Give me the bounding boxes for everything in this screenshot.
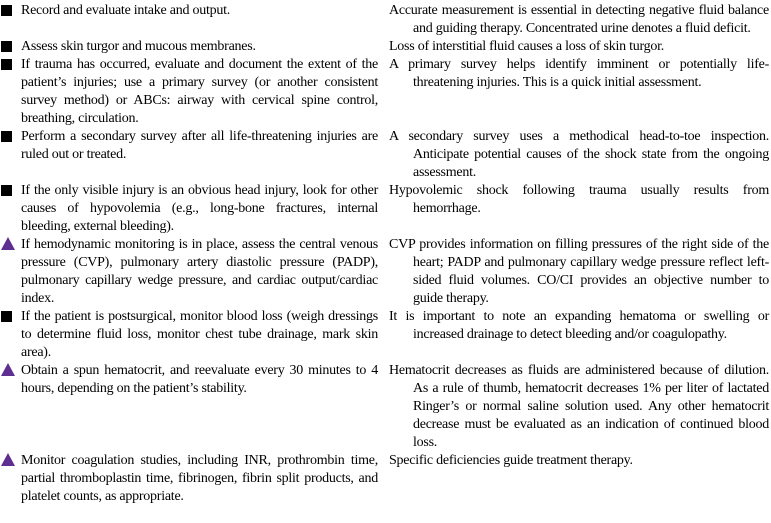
- rationale-text: Accurate measurement is essential in detecting negative fluid balance and guiding therapy. Concentrated urine denotes a fluid deficit.: [389, 3, 769, 36]
- rationale-cell: [378, 2, 771, 38]
- intervention-text: If trauma has occurred, evaluate and document the extent of the patient’s injuries; use a primary survey (or another consistent survey method) or ABCs: airway with cervical spine control, breathing, circulation.: [21, 57, 378, 126]
- table-row: [1, 2, 771, 38]
- table-row: [1, 308, 771, 362]
- intervention-cell: [1, 182, 378, 236]
- rationale-cell: [378, 362, 771, 452]
- intervention-text: Monitor coagulation studies, including INR, prothrombin time, partial thromboplastin time, fibrinogen, fibrin split products, and platelet counts, as appropriate.: [21, 453, 378, 504]
- rationale-text: CVP provides information on filling pressures of the right side of the heart; PADP and pulmonary capillary wedge pressure reflect left-sided fluid volumes. CO/CI provides an objective number to guide therapy.: [389, 237, 769, 306]
- intervention-text: Assess skin turgor and mucous membranes.: [21, 39, 256, 54]
- rationale-text: Loss of interstitial fluid causes a loss of skin turgor.: [389, 39, 665, 54]
- table-row: [1, 452, 771, 506]
- triangle-bullet-icon: [1, 236, 16, 250]
- table-row: [1, 56, 771, 128]
- table-row: [1, 182, 771, 236]
- intervention-cell: [1, 236, 378, 308]
- square-bullet-icon: [1, 56, 16, 70]
- rationale-text: Specific deficiencies guide treatment therapy.: [389, 453, 633, 468]
- rationale-text: Hypovolemic shock following trauma usually results from hemorrhage.: [389, 183, 769, 216]
- rationale-cell: [378, 56, 771, 92]
- intervention-text: Record and evaluate intake and output.: [21, 3, 230, 18]
- intervention-cell: [1, 2, 378, 20]
- triangle-bullet-icon: [1, 452, 16, 466]
- rationale-text: A primary survey helps identify imminent or potentially life-threatening injuries. This is a quick initial assessment.: [389, 57, 769, 90]
- intervention-text: Obtain a spun hematocrit, and reevaluate every 30 minutes to 4 hours, depending on the patient’s stability.: [21, 363, 378, 396]
- square-bullet-icon: [1, 182, 16, 196]
- rationale-cell: [378, 308, 771, 344]
- intervention-text: If hemodynamic monitoring is in place, assess the central venous pressure (CVP), pulmonary artery diastolic pressure (PADP), pulmonary capillary wedge pressure, and cardiac output/cardiac index.: [21, 237, 378, 306]
- intervention-cell: [1, 38, 378, 56]
- rationale-cell: [378, 236, 771, 308]
- intervention-text: If the patient is postsurgical, monitor blood loss (weigh dressings to determine fluid loss, monitor chest tube drainage, mark skin area).: [21, 309, 378, 360]
- square-bullet-icon: [1, 38, 16, 52]
- intervention-text: If the only visible injury is an obvious head injury, look for other causes of hypovolemia (e.g., long-bone fractures, internal bleeding, external bleeding).: [21, 183, 378, 234]
- triangle-bullet-icon: [1, 362, 16, 376]
- rationale-text: It is important to note an expanding hematoma or swelling or increased drainage to detect bleeding and/or coagulopathy.: [389, 309, 769, 342]
- intervention-cell: [1, 308, 378, 362]
- rationale-cell: [378, 128, 771, 182]
- intervention-cell: [1, 128, 378, 164]
- intervention-text: Perform a secondary survey after all life-threatening injuries are ruled out or treated.: [21, 129, 378, 162]
- table-row: [1, 38, 771, 56]
- intervention-cell: [1, 452, 378, 506]
- rationale-text: A secondary survey uses a methodical head-to-toe inspection. Anticipate potential causes of the shock state from the ongoing assessment.: [389, 129, 769, 180]
- square-bullet-icon: [1, 128, 16, 142]
- table-row: [1, 236, 771, 308]
- rationale-cell: [378, 182, 771, 218]
- rationale-cell: [378, 452, 771, 470]
- square-bullet-icon: [1, 2, 16, 16]
- table-row: [1, 128, 771, 182]
- table-row: [1, 362, 771, 452]
- square-bullet-icon: [1, 308, 16, 322]
- rationale-cell: [378, 38, 771, 56]
- intervention-cell: [1, 56, 378, 128]
- rationale-text: Hematocrit decreases as fluids are administered because of dilution. As a rule of thumb, hematocrit decreases 1% per liter of lactated Ringer’s or normal saline solution used. Any other hematocrit decrease must be evaluated as an indication of continued blood loss.: [389, 363, 769, 450]
- intervention-cell: [1, 362, 378, 398]
